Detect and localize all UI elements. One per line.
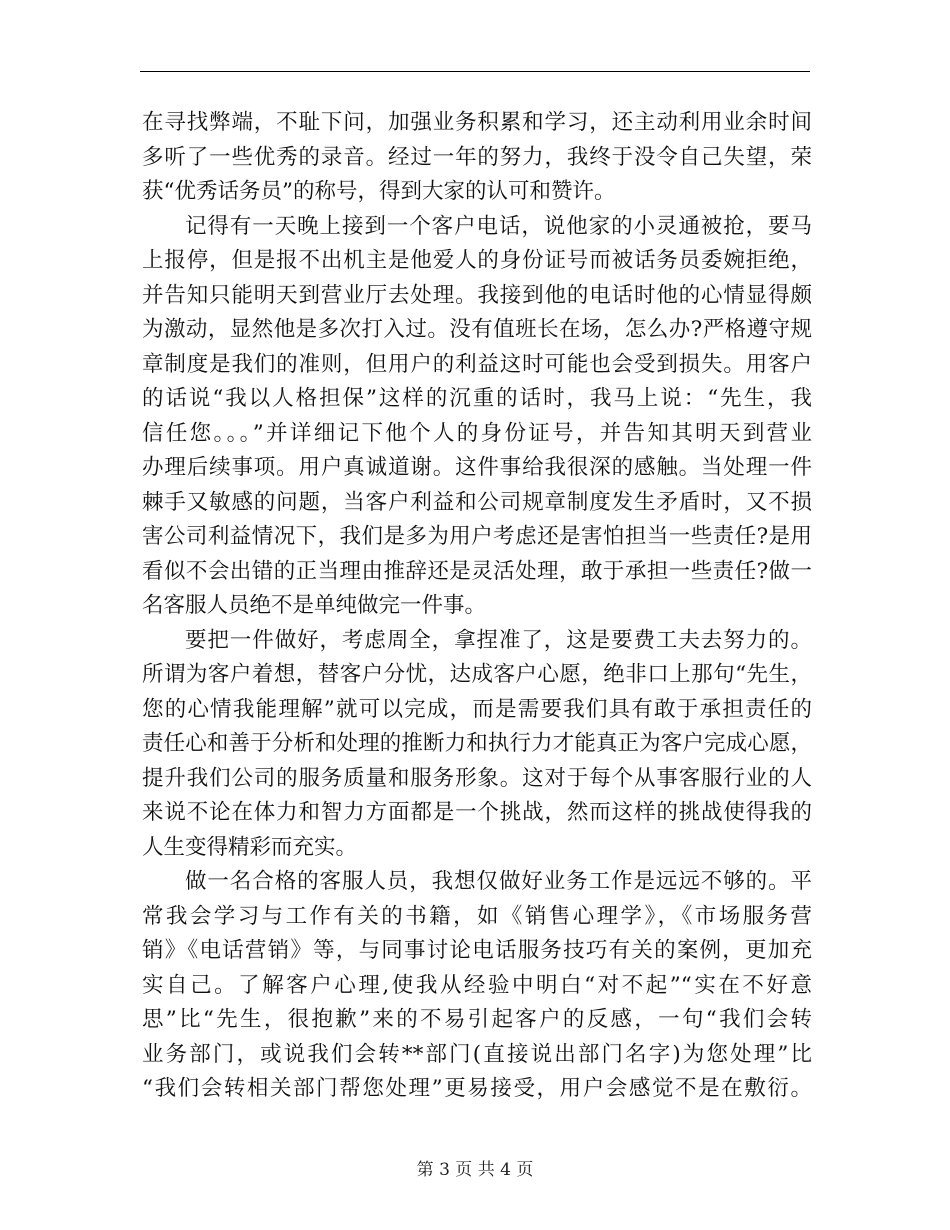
text-line: 来说不论在体力和智力方面都是一个挑战，然而这样的挑战使得我的	[142, 800, 812, 825]
text-line: 记得有一天晚上接到一个客户电话，说他家的小灵通被抢，要马	[185, 213, 812, 239]
text-line: 棘手又敏感的问题，当客户利益和公司规章制度发生矛盾时，又不损	[142, 489, 812, 515]
text-line: 思”比“先生，很抱歉”来的不易引起客户的反感，一句“我们会转	[142, 1007, 812, 1032]
text-line: 常我会学习与工作有关的书籍，如《销售心理学》，《市场服务营	[142, 903, 812, 929]
text-line: 害公司利益情况下，我们是多为用户考虑还是害怕担当一些责任?是用	[142, 524, 812, 549]
text-line: 销》《电话营销》等，与同事讨论电话服务技巧有关的案例，更加充	[142, 938, 812, 963]
text-line: 并告知只能明天到营业厅去处理。我接到他的电话时他的心情显得颇	[142, 282, 812, 308]
text-line: 办理后续事项。用户真诚道谢。这件事给我很深的感触。当处理一件	[142, 455, 812, 480]
header-rule	[140, 71, 810, 72]
text-line: 所谓为客户着想，替客户分忧，达成客户心愿，绝非口上那句“先生，	[142, 662, 812, 687]
text-line: 业务部门，或说我们会转**部门(直接说出部门名字)为您处理”比	[142, 1041, 812, 1067]
text-line: 获“优秀话务员”的称号，得到大家的认可和赞许。	[142, 179, 616, 204]
text-line: 章制度是我们的准则，但用户的利益这时可能也会受到损失。用客户	[142, 351, 812, 377]
text-line: 责任心和善于分析和处理的推断力和执行力才能真正为客户完成心愿，	[142, 731, 812, 756]
page-number-label: 第 3 页 共 4 页	[416, 1160, 534, 1180]
text-line: 信任您。。。”并详细记下他个人的身份证号，并告知其明天到营业	[142, 420, 812, 446]
text-line: 您的心情我能理解”就可以完成，而是需要我们具有敢于承担责任的	[142, 696, 812, 722]
text-line: 人生变得精彩而充实。	[142, 834, 358, 860]
page-footer	[0, 1155, 950, 1180]
text-line: 为激动，显然他是多次打入过。没有值班长在场，怎么办?严格遵守规	[142, 317, 812, 342]
text-line: 在寻找弊端，不耻下问，加强业务积累和学习，还主动利用业余时间	[142, 110, 812, 135]
text-line: 的话说“我以人格担保”这样的沉重的话时，我马上说：“先生，我	[142, 386, 812, 411]
text-line: 提升我们公司的服务质量和服务形象。这对于每个从事客服行业的人	[142, 765, 812, 791]
text-line: “我们会转相关部门帮您处理”更易接受，用户会感觉不是在敷衍。	[142, 1076, 812, 1101]
text-line: 做一名合格的客服人员，我想仅做好业务工作是远远不够的。平	[185, 869, 812, 894]
text-line: 看似不会出错的正当理由推辞还是灵活处理，敢于承担一些责任?做一	[142, 558, 812, 584]
text-line: 名客服人员绝不是单纯做完一件事。	[142, 593, 487, 618]
text-line: 要把一件做好，考虑周全，拿捏准了，这是要费工夫去努力的。	[185, 627, 812, 653]
document-body	[142, 106, 812, 1107]
text-line: 多听了一些优秀的录音。经过一年的努力，我终于没令自己失望，荣	[142, 144, 812, 170]
text-line: 上报停，但是报不出机主是他爱人的身份证号而被话务员委婉拒绝，	[142, 248, 812, 273]
text-line: 实自己。了解客户心理,使我从经验中明白“对不起”“实在不好意	[142, 972, 812, 998]
